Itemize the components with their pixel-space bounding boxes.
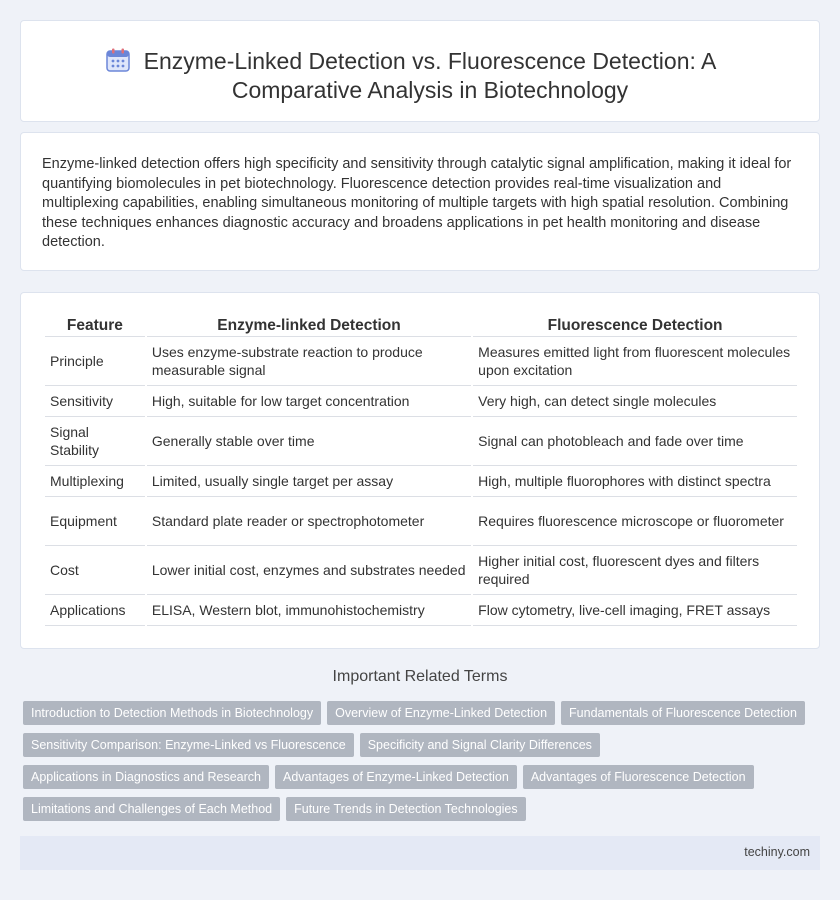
summary-text: Enzyme-linked detection offers high specificity and sensitivity through catalytic signal amplification, making it ideal for quantifying biomolecules in pet biotechnology. Fluorescence detection provides real-time visualization and multiplexing capabilities, enabling simultaneous monitoring of multiple targets with high spatial resolution. Combining these techniques enhances diagnostic accuracy and broadens applications in pet health monitoring and disease detection. xyxy=(42,156,792,250)
related-term-tag[interactable]: Limitations and Challenges of Each Method xyxy=(23,797,280,821)
table-row xyxy=(45,497,797,546)
feature-cell: Principle xyxy=(45,337,145,386)
header-card xyxy=(20,20,820,122)
enzyme-cell: Uses enzyme-substrate reaction to produce measurable signal xyxy=(147,337,471,386)
enzyme-cell: Generally stable over time xyxy=(147,417,471,466)
fluorescence-cell: Flow cytometry, live-cell imaging, FRET assays xyxy=(473,595,797,626)
column-header-fluorescence: Fluorescence Detection xyxy=(473,313,797,337)
related-term-tag[interactable]: Advantages of Fluorescence Detection xyxy=(523,765,754,789)
related-term-tag[interactable]: Applications in Diagnostics and Research xyxy=(23,765,269,789)
fluorescence-cell: Requires fluorescence microscope or fluorometer xyxy=(473,497,797,546)
fluorescence-cell: Very high, can detect single molecules xyxy=(473,386,797,417)
related-term-tag[interactable]: Fundamentals of Fluorescence Detection xyxy=(561,701,805,725)
feature-cell: Equipment xyxy=(45,497,145,546)
column-header-feature: Feature xyxy=(45,313,145,337)
related-terms-list xyxy=(23,701,823,821)
enzyme-cell: High, suitable for low target concentration xyxy=(147,386,471,417)
related-terms-heading: Important Related Terms xyxy=(332,668,508,685)
enzyme-cell: Standard plate reader or spectrophotometer xyxy=(147,497,471,546)
related-term-tag[interactable]: Sensitivity Comparison: Enzyme-Linked vs Fluorescence xyxy=(23,733,354,757)
table-row xyxy=(45,337,797,386)
feature-cell: Sensitivity xyxy=(45,386,145,417)
footer-site-link[interactable]: techiny.com xyxy=(744,845,810,859)
fluorescence-cell: Measures emitted light from fluorescent molecules upon excitation xyxy=(473,337,797,386)
fluorescence-cell: High, multiple fluorophores with distinct spectra xyxy=(473,466,797,497)
comparison-table-card xyxy=(20,292,820,649)
table-row xyxy=(45,595,797,626)
page-title: Enzyme-Linked Detection vs. Fluorescence Detection: A Comparative Analysis in Biotechnology xyxy=(143,48,717,103)
enzyme-cell: Lower initial cost, enzymes and substrates needed xyxy=(147,546,471,595)
related-term-tag[interactable]: Advantages of Enzyme-Linked Detection xyxy=(275,765,517,789)
column-header-enzyme: Enzyme-linked Detection xyxy=(147,313,471,337)
table-row xyxy=(45,386,797,417)
related-term-tag[interactable]: Future Trends in Detection Technologies xyxy=(286,797,526,821)
enzyme-cell: Limited, usually single target per assay xyxy=(147,466,471,497)
fluorescence-cell: Higher initial cost, fluorescent dyes and filters required xyxy=(473,546,797,595)
feature-cell: Applications xyxy=(45,595,145,626)
comparison-table xyxy=(43,313,799,626)
related-term-tag[interactable]: Overview of Enzyme-Linked Detection xyxy=(327,701,555,725)
feature-cell: Multiplexing xyxy=(45,466,145,497)
related-term-tag[interactable]: Introduction to Detection Methods in Biotechnology xyxy=(23,701,321,725)
related-term-tag[interactable]: Specificity and Signal Clarity Differences xyxy=(360,733,600,757)
footer xyxy=(20,836,820,870)
table-row xyxy=(45,546,797,595)
summary-card xyxy=(20,132,820,271)
feature-cell: Cost xyxy=(45,546,145,595)
feature-cell: Signal Stability xyxy=(45,417,145,466)
table-row xyxy=(45,466,797,497)
table-header-row xyxy=(45,313,797,337)
table-row xyxy=(45,417,797,466)
fluorescence-cell: Signal can photobleach and fade over time xyxy=(473,417,797,466)
enzyme-cell: ELISA, Western blot, immunohistochemistry xyxy=(147,595,471,626)
